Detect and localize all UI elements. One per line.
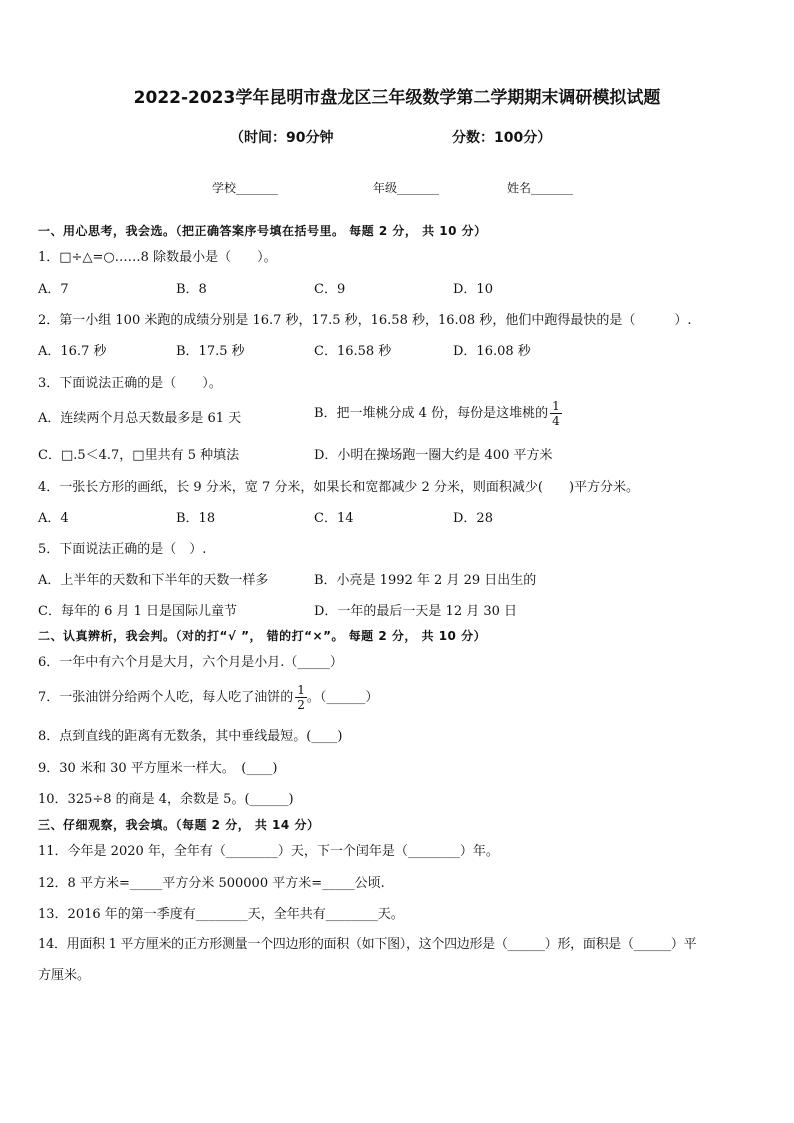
fraction-denominator: 4 bbox=[552, 414, 560, 428]
question-4: 4．一张长方形的画纸，长 9 分米，宽 7 分米，如果长和宽都减少 2 分米，则面积减少( )平方分米。 bbox=[38, 480, 640, 495]
q4-option-a[interactable]: A．4 bbox=[38, 511, 69, 526]
q1-option-a[interactable]: A．7 bbox=[38, 282, 69, 297]
exam-title: 2022-2023学年昆明市盘龙区三年级数学第二学期期末调研模拟试题 bbox=[133, 88, 661, 108]
q5-option-d[interactable]: D．一年的最后一天是 12 月 30 日 bbox=[314, 604, 518, 619]
question-14-line-2: 方厘米。 bbox=[38, 968, 91, 983]
q2-option-a[interactable]: A．16.7 秒 bbox=[38, 344, 107, 359]
question-12: 12．8 平方米=_____平方分米 500000 平方米=_____公顷. bbox=[38, 876, 385, 891]
fraction-denominator: 2 bbox=[297, 698, 305, 712]
question-14-line-1: 14．用面积 1 平方厘米的正方形测量一个四边形的面积（如下图），这个四边形是（______）形，面积是（______）平 bbox=[38, 937, 697, 952]
question-13: 13．2016 年的第一季度有________天，全年共有________天。 bbox=[38, 907, 404, 922]
q2-option-d[interactable]: D．16.08 秒 bbox=[453, 344, 531, 359]
q2-option-b[interactable]: B．17.5 秒 bbox=[176, 344, 245, 359]
question-2: 2．第一小组 100 米跑的成绩分别是 16.7 秒，17.5 秒，16.58 秒，16.08 秒，他们中跑得最快的是（ ）. bbox=[38, 313, 692, 328]
grade-field[interactable]: 年级_______ bbox=[373, 181, 440, 195]
time-label: （时间：90分钟 bbox=[230, 130, 334, 146]
fraction-numerator: 1 bbox=[297, 683, 305, 697]
question-10: 10．325÷8 的商是 4，余数是 5。(______) bbox=[38, 792, 294, 807]
q1-option-c[interactable]: C．9 bbox=[314, 282, 346, 297]
question-8: 8．点到直线的距离有无数条，其中垂线最短。(____) bbox=[38, 729, 343, 744]
school-field[interactable]: 学校_______ bbox=[212, 181, 279, 195]
question-7-text: 7．一张油饼分给两个人吃，每人吃了油饼的 bbox=[38, 690, 294, 705]
score-label: 分数：100分） bbox=[452, 130, 552, 146]
section-3-heading: 三、仔细观察，我会填。（每题 2 分， 共 14 分） bbox=[38, 818, 320, 832]
section-2-heading: 二、认真辨析，我会判。（对的打“√ ”， 错的打“×”。 每题 2 分， 共 10 分） bbox=[38, 629, 487, 643]
q4-option-b[interactable]: B．18 bbox=[176, 511, 216, 526]
question-5: 5．下面说法正确的是（ ）. bbox=[38, 542, 207, 557]
question-11: 11．今年是 2020 年，全年有（________）天，下一个闰年是（________）年。 bbox=[38, 844, 499, 859]
q3-option-b-text: B．把一堆桃分成 4 份，每份是这堆桃的 bbox=[314, 406, 549, 421]
fraction-one-half bbox=[295, 684, 307, 711]
q5-option-a[interactable]: A．上半年的天数和下半年的天数一样多 bbox=[38, 573, 269, 588]
question-1: 1．□÷△=○……8 除数最小是（ ）。 bbox=[38, 250, 277, 265]
question-7-blank: 。（______） bbox=[306, 690, 379, 705]
name-field[interactable]: 姓名_______ bbox=[507, 181, 574, 195]
fraction-numerator: 1 bbox=[552, 399, 560, 413]
q3-option-d[interactable]: D．小明在操场跑一圈大约是 400 平方米 bbox=[314, 448, 553, 463]
q5-option-b[interactable]: B．小亮是 1992 年 2 月 29 日出生的 bbox=[314, 573, 537, 588]
q2-option-c[interactable]: C．16.58 秒 bbox=[314, 344, 392, 359]
q3-option-b[interactable] bbox=[314, 400, 562, 427]
question-9: 9．30 米和 30 平方厘米一样大。 (____) bbox=[38, 761, 278, 776]
question-3: 3．下面说法正确的是（ ）。 bbox=[38, 376, 222, 391]
q5-option-c[interactable]: C．每年的 6 月 1 日是国际儿童节 bbox=[38, 604, 238, 619]
q4-option-d[interactable]: D．28 bbox=[453, 511, 493, 526]
q1-option-b[interactable]: B．8 bbox=[176, 282, 207, 297]
q3-option-a[interactable]: A．连续两个月总天数最多是 61 天 bbox=[38, 411, 242, 426]
fraction-one-quarter bbox=[550, 400, 562, 427]
q3-option-c[interactable]: C．□.5＜4.7，□里共有 5 种填法 bbox=[38, 448, 240, 463]
section-1-heading: 一、用心思考，我会选。（把正确答案序号填在括号里。 每题 2 分， 共 10 分） bbox=[38, 224, 487, 238]
question-6: 6．一年中有六个月是大月，六个月是小月.（_____） bbox=[38, 655, 343, 670]
question-7 bbox=[38, 684, 378, 711]
q4-option-c[interactable]: C．14 bbox=[314, 511, 354, 526]
q1-option-d[interactable]: D．10 bbox=[453, 282, 493, 297]
